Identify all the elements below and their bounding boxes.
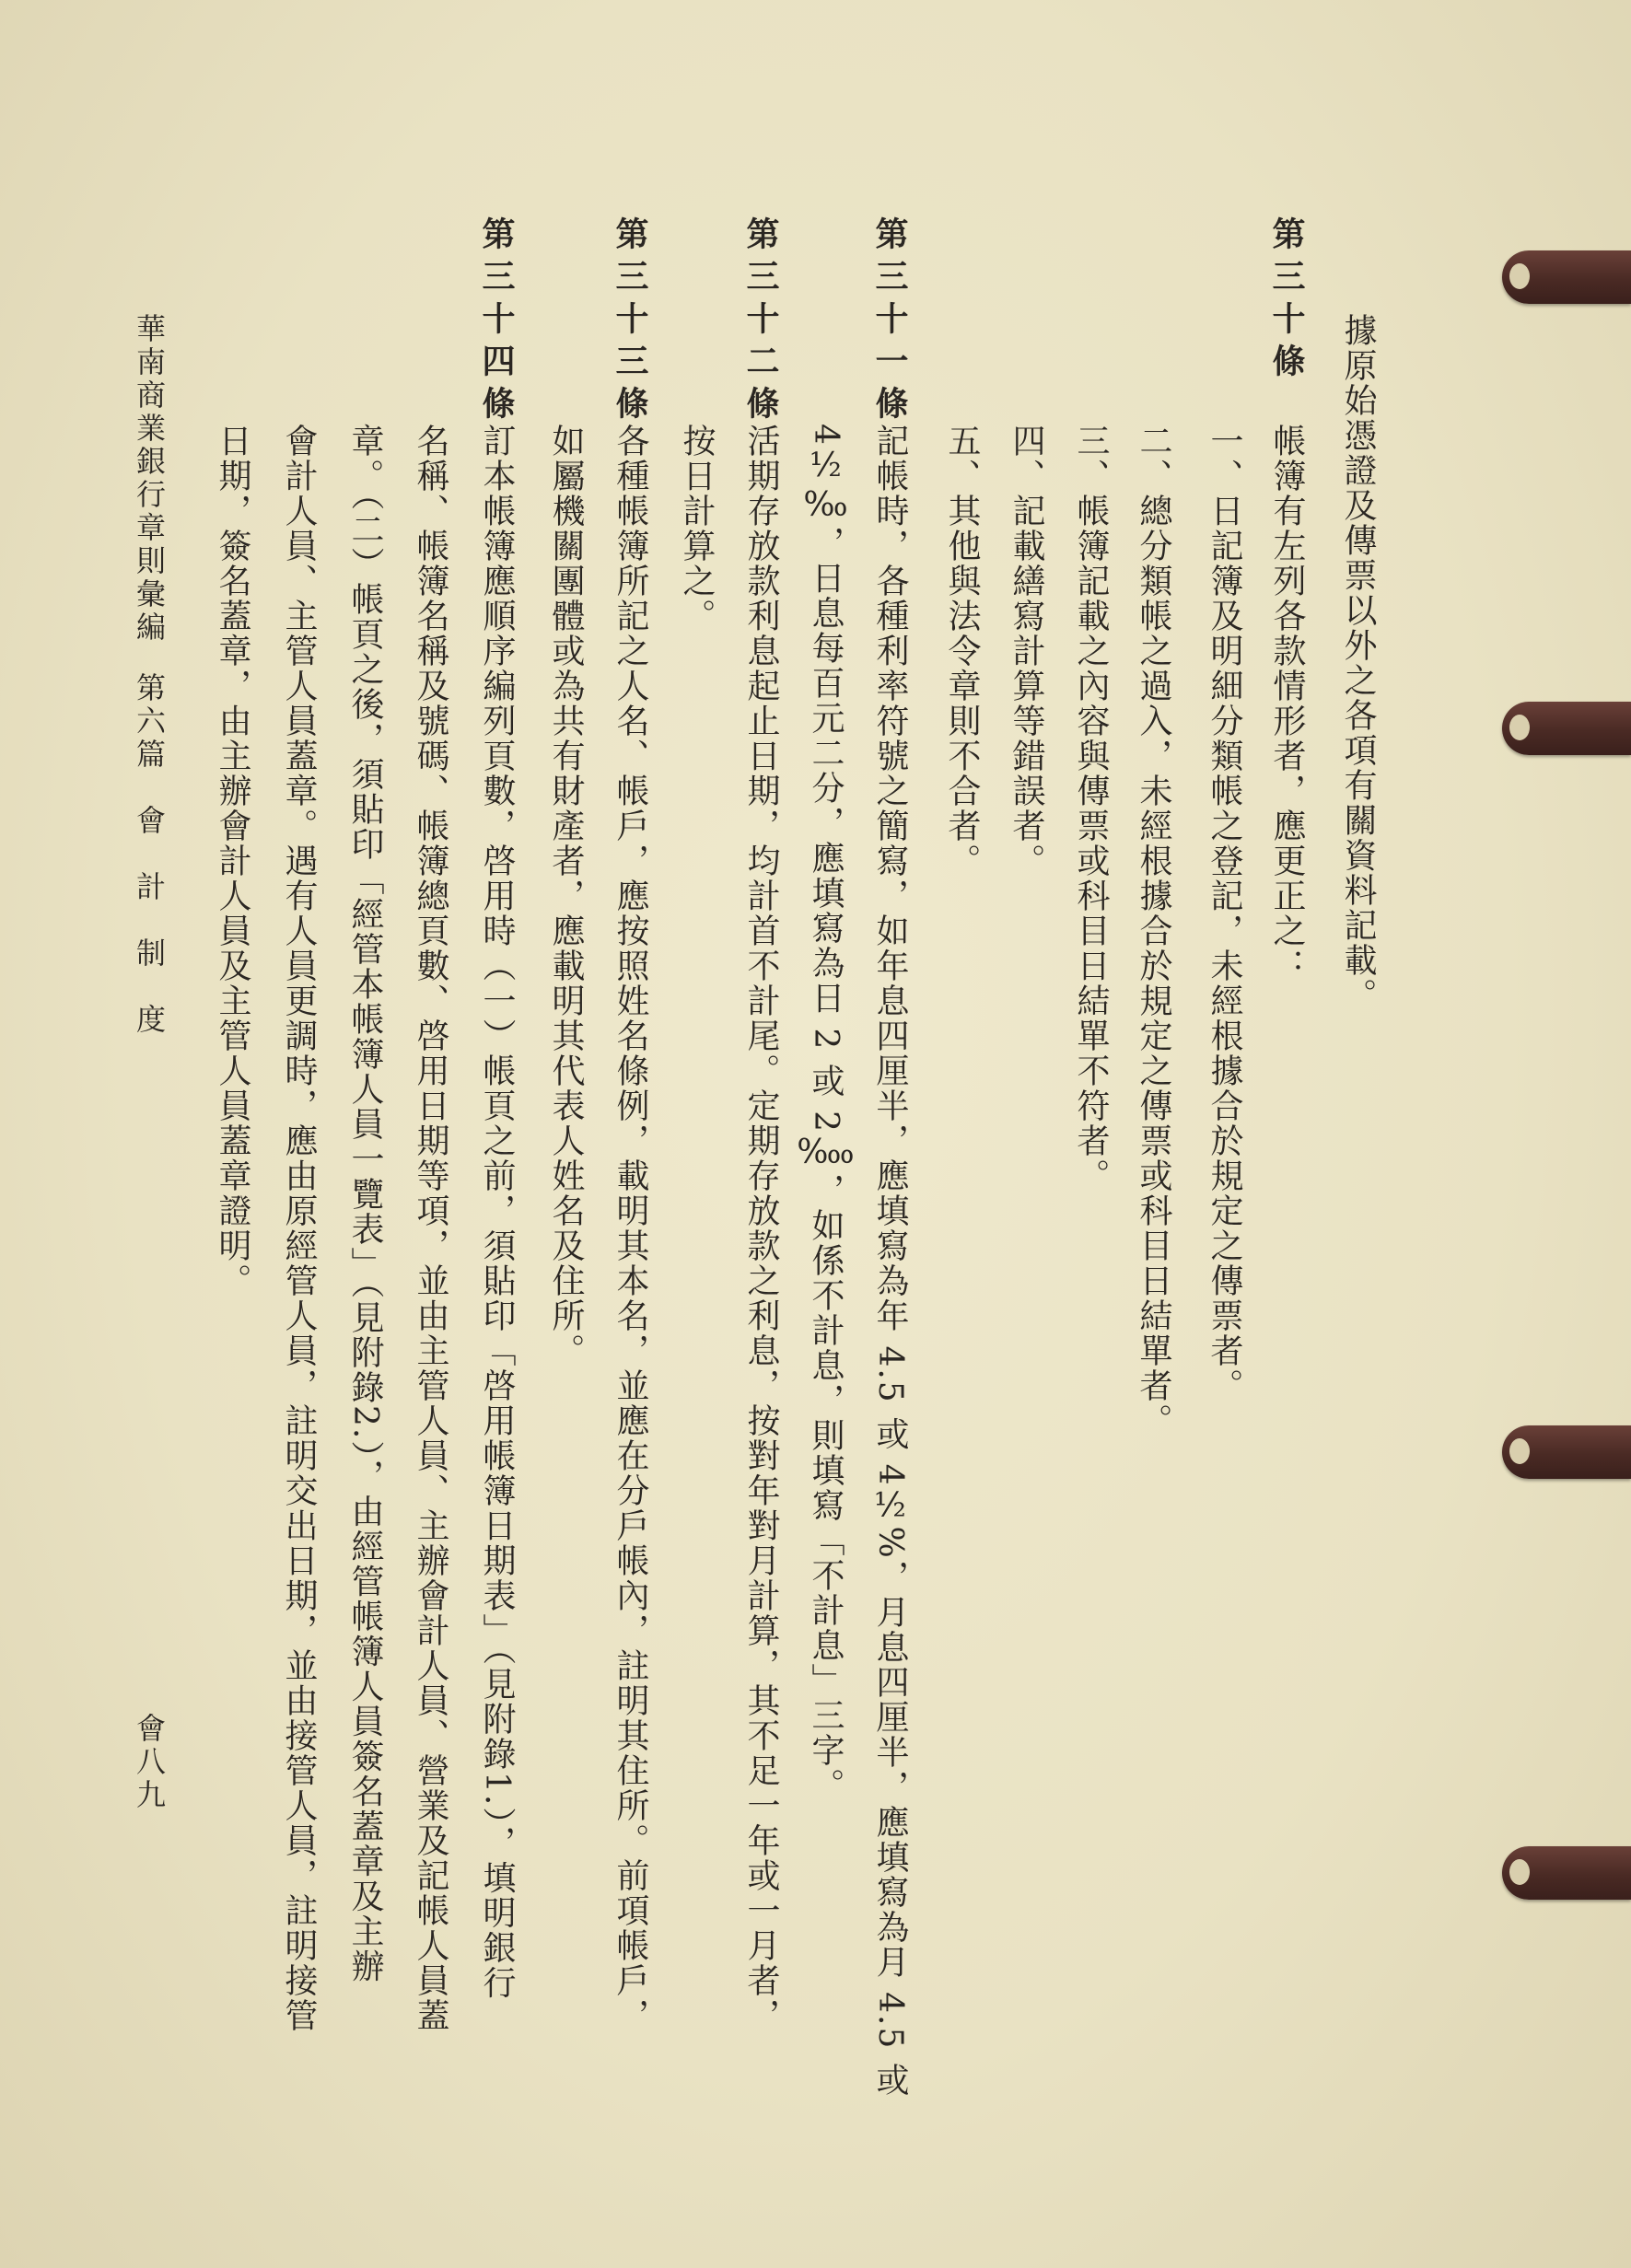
article-32-line-2: 按日計算之。 (678, 424, 716, 634)
footer-book-title: 華南商業銀行章則彙編 (132, 313, 167, 645)
article-34-line-4: 會計人員、主管人員蓋章。遇有人員更調時，應由原經管人員，註明交出日期，並由接管人員，註明接管 (280, 424, 318, 2033)
article-30-item-1: 一、日記簿及明細分類帳之登記，未經根據合於規定之傳票者。 (1206, 424, 1243, 1403)
article-30-line-0: 據原始憑證及傳票以外之各項有關資料記載。 (1339, 313, 1377, 1013)
article-30-item-4: 四、記載繕寫計算等錯誤者。 (1008, 424, 1045, 878)
binding-ring (1502, 250, 1631, 304)
binding-ring (1502, 702, 1631, 755)
article-33-line-1: 各種帳簿所記之人名、帳戶，應按照姓名條例，載明其本名，並應在分戶帳內，註明其住所。前項帳戶， (612, 424, 649, 2033)
article-30-heading: 第三十條 (1267, 216, 1306, 386)
footer-section: 第六篇 會 計 制 度 (132, 672, 167, 1037)
article-34-line-3: 章。（二）帳頁之後，須貼印「經管本帳簿人員一覽表」（見附錄2.），由經管帳簿人員簽名蓋章及主辦 (346, 424, 384, 1984)
article-31-line-1: 記帳時，各種利率符號之簡寫，如年息四厘半，應填寫為年 4.5 或 4½%，月息四厘半，應填寫為月 4.5 或 (871, 424, 909, 2098)
article-31-line-2: 4½‰，日息每百元二分，應填寫為日 2 或 2‱，如係不計息，則填寫「不計息」三字。 (807, 424, 845, 1804)
article-32-line-1: 活期存放款利息起止日期，均計首不計尾。定期存放款之利息，按對年對月計算，其不足一年或一月者， (742, 424, 780, 2033)
article-30-item-5: 五、其他與法令章則不合者。 (943, 424, 981, 878)
article-34-line-2: 名稱、帳簿名稱及號碼、帳簿總頁數、啓用日期等項，並由主管人員、主辦會計人員、營業及記帳人員蓋 (412, 424, 449, 2033)
article-34-line-1: 訂本帳簿應順序編列頁數，啓用時（一）帳頁之前，須貼印「啓用帳簿日期表」（見附錄1.），填明銀行 (478, 424, 516, 2001)
article-30-line-1: 帳簿有左列各款情形者，應更正之： (1268, 424, 1306, 983)
article-33-line-2: 如屬機關團體或為共有財產者，應載明其代表人姓名及住所。 (547, 424, 585, 1368)
article-30-item-3: 三、帳簿記載之內容與傳票或科目日結單不符者。 (1072, 424, 1110, 1193)
article-32-heading: 第三十二條 (741, 216, 780, 428)
binding-ring (1502, 1846, 1631, 1900)
binding-ring (1502, 1425, 1631, 1479)
article-34-line-5: 日期，簽名蓋章，由主辦會計人員及主管人員蓋章證明。 (214, 424, 251, 1298)
article-34-heading: 第三十四條 (477, 216, 516, 428)
article-30-item-2: 二、總分類帳之過入，未經根據合於規定之傳票或科目日結單者。 (1135, 424, 1172, 1438)
article-31-heading: 第三十一條 (870, 216, 909, 428)
page-number: 會八九 (132, 1713, 167, 1812)
article-33-heading: 第三十三條 (611, 216, 649, 428)
